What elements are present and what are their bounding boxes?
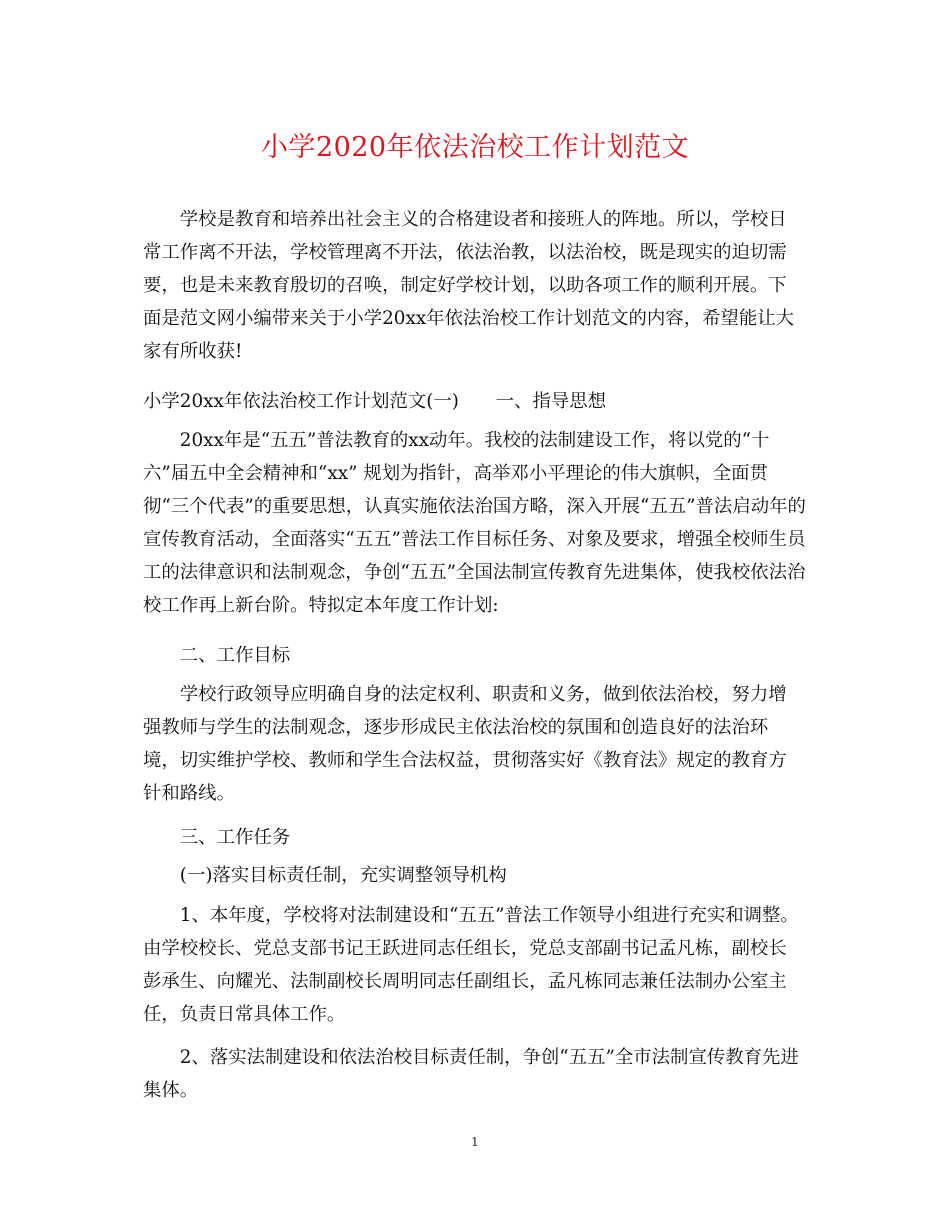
body-line: 彻“三个代表”的重要思想，认真实施依法治国方略，深入开展“五五”普法启动年的 bbox=[143, 496, 806, 517]
body-line: 彭承生、向耀光、法制副校长周明同志任副组长，孟凡栋同志兼任法制办公室主 bbox=[143, 971, 787, 992]
body-line: 常工作离不开法，学校管理离不开法，依法治教，以法治校，既是现实的迫切需 bbox=[143, 242, 787, 263]
section-heading: 三、工作任务 bbox=[143, 827, 291, 848]
body-line: 家有所收获! bbox=[143, 341, 243, 362]
body-line: 强教师与学生的法制观念，逐步形成民主依法治校的氛围和创造良好的法治环 bbox=[143, 717, 769, 738]
body-line: 任，负责日常具体工作。 bbox=[143, 1004, 346, 1025]
body-line: 学校行政领导应明确自身的法定权利、职责和义务，做到依法治校，努力增 bbox=[143, 684, 787, 705]
body-line: 宣传教育活动，全面落实“五五”普法工作目标任务、对象及要求，增强全校师生员 bbox=[143, 529, 806, 550]
body-line: 集体。 bbox=[143, 1080, 199, 1101]
body-line: 由学校校长、党总支部书记王跃进同志任组长，党总支部副书记孟凡栋，副校长 bbox=[143, 938, 787, 959]
body-line: 面是范文网小编带来关于小学20xx年依法治校工作计划范文的内容，希望能让大 bbox=[143, 308, 795, 329]
body-line: 学校是教育和培养出社会主义的合格建设者和接班人的阵地。所以，学校日 bbox=[143, 209, 787, 230]
body-line: 境，切实维护学校、教师和学生合法权益，贯彻落实好《教育法》规定的教育方 bbox=[143, 750, 787, 771]
body-line: 针和路线。 bbox=[143, 783, 235, 804]
body-line: 20xx年是“五五”普法教育的xx动年。我校的法制建设工作，将以党的“十 bbox=[143, 430, 770, 451]
section-heading: 二、工作目标 bbox=[143, 645, 291, 666]
body-line: 2、落实法制建设和依法治校目标责任制，争创“五五”全市法制宣传教育先进 bbox=[143, 1047, 799, 1068]
section-heading-line: 小学20xx年依法治校工作计划范文(一) 一、指导思想 bbox=[143, 391, 607, 412]
body-line: 校工作再上新台阶。特拟定本年度工作计划: bbox=[143, 595, 499, 616]
subsection-heading: (一)落实目标责任制，充实调整领导机构 bbox=[143, 865, 507, 886]
body-line: 六”届五中全会精神和“xx” 规划为指针，高举邓小平理论的伟大旗帜，全面贯 bbox=[143, 463, 768, 484]
document-title: 小学2020年依法治校工作计划范文 bbox=[260, 132, 690, 163]
body-line: 要，也是未来教育殷切的召唤，制定好学校计划，以助各项工作的顺利开展。下 bbox=[143, 275, 787, 296]
page-number: 1 bbox=[471, 1135, 479, 1149]
body-line: 1、本年度，学校将对法制建设和“五五”普法工作领导小组进行充实和调整。 bbox=[143, 905, 799, 926]
body-line: 工的法律意识和法制观念，争创“五五”全国法制宣传教育先进集体，使我校依法治 bbox=[143, 562, 806, 583]
